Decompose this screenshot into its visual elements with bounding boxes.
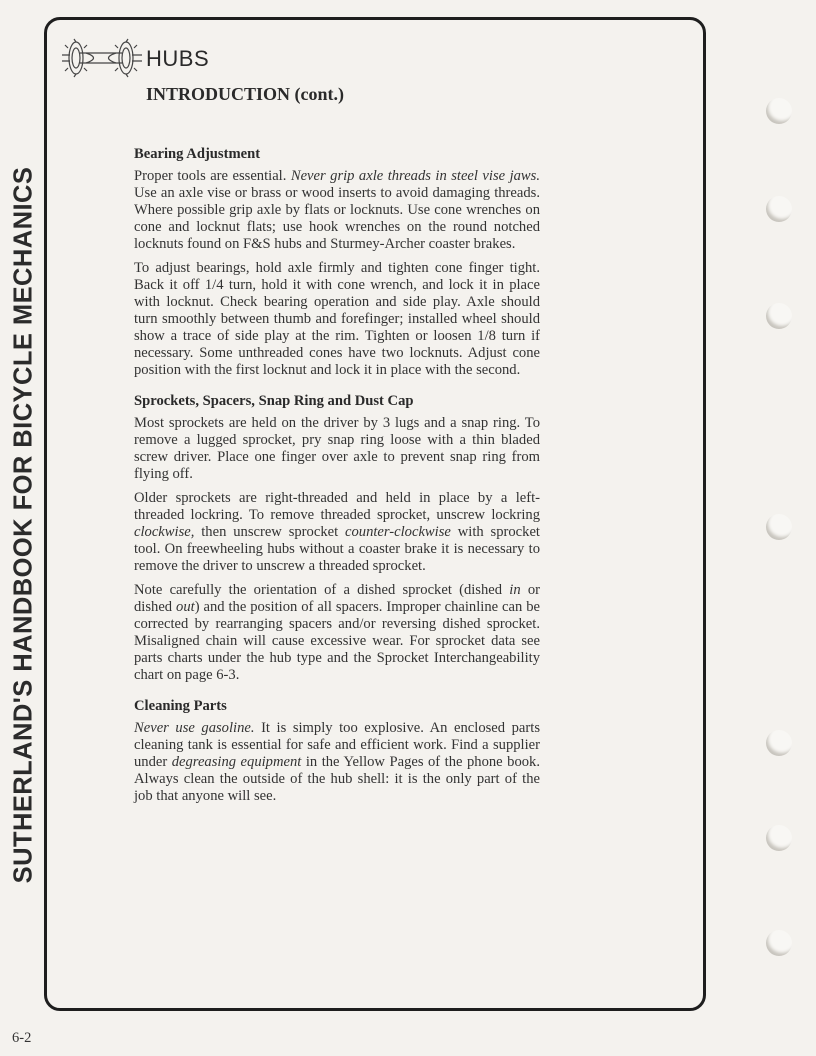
emphasis-text: counter-clockwise: [345, 524, 451, 540]
emphasis-text: clockwise,: [134, 524, 195, 540]
page-number: 6-2: [12, 1030, 32, 1046]
binder-hole: [766, 930, 792, 956]
side-title-text: SUTHERLAND'S HANDBOOK FOR BICYCLE MECHANICS: [9, 166, 38, 884]
binder-hole: [766, 303, 792, 329]
binder-hole: [766, 98, 792, 124]
main-content: [134, 146, 540, 815]
paragraph: Never use gasoline. It is simply too explosive. An enclosed parts cleaning tank is essential for safe and efficient work. Find a supplier under degreasing equipment in the Yellow Pages of the phone book. Always clean the outside of the hub shell: it is the only part of the job that anyone will see.: [134, 720, 540, 804]
emphasis-text: Never grip axle threads in steel vise jaws.: [290, 168, 540, 184]
binder-hole: [766, 730, 792, 756]
section-bearing-adjustment: [134, 146, 540, 379]
emphasis-text: out: [176, 599, 195, 615]
binder-hole: [766, 825, 792, 851]
emphasis-text: Never use gasoline.: [134, 720, 255, 736]
section-cleaning-parts: [134, 698, 540, 805]
paragraph: Older sprockets are right-threaded and held in place by a left-threaded lockring. To remove threaded sprocket, unscrew lockring clockwise, then unscrew sprocket counter-clockwise with sprocket tool. On freewheeling hubs without a coaster brake it is necessary to remove the driver to unscrew a threaded sprocket.: [134, 490, 540, 574]
paragraph: Proper tools are essential. Never grip axle threads in steel vise jaws. Use an axle vise or brass or wood inserts to avoid damaging threads. Where possible grip axle by flats or locknuts. Use cone wrenches on cone and locknut flats; use hook wrenches on the round notched locknuts found on F&S hubs and Sturmey-Archer coaster brakes.: [134, 168, 540, 252]
hub-icon: [60, 38, 144, 78]
emphasis-text: in: [509, 582, 521, 598]
section-heading: Sprockets, Spacers, Snap Ring and Dust Cap: [134, 393, 414, 409]
binder-hole: [766, 514, 792, 540]
binder-hole: [766, 196, 792, 222]
paragraph: Most sprockets are held on the driver by 3 lugs and a snap ring. To remove a lugged sprocket, pry snap ring loose with a thin bladed screw driver. Place one finger over axle to prevent snap ring from flying off.: [134, 415, 540, 482]
section-title: HUBS: [146, 46, 210, 71]
paragraph: Note carefully the orientation of a dished sprocket (dished in or dished out) and the position of all spacers. Improper chainline can be corrected by rearranging spacers and/or reversing dished sprocket. Misaligned chain will cause excessive wear. For sprocket data see parts charts under the hub type and the Sprocket Interchangeability chart on page 6-3.: [134, 582, 540, 683]
page-subtitle: INTRODUCTION (cont.): [146, 84, 344, 104]
paragraph: To adjust bearings, hold axle firmly and tighten cone finger tight. Back it off 1/4 turn, hold it with cone wrench, and lock it in place with locknut. Check bearing operation and side play. Axle should turn smoothly between thumb and forefinger; installed wheel should show a trace of side play at the rim. Tighten or loosen 1/8 turn if necessary. Some unthreaded cones have two locknuts. Adjust cone position with the first locknut and lock it in place with the second.: [134, 260, 540, 378]
emphasis-text: degreasing equipment: [171, 754, 302, 770]
section-heading: Bearing Adjustment: [134, 146, 261, 162]
section-heading: Cleaning Parts: [134, 698, 227, 714]
section-sprockets: [134, 393, 540, 684]
